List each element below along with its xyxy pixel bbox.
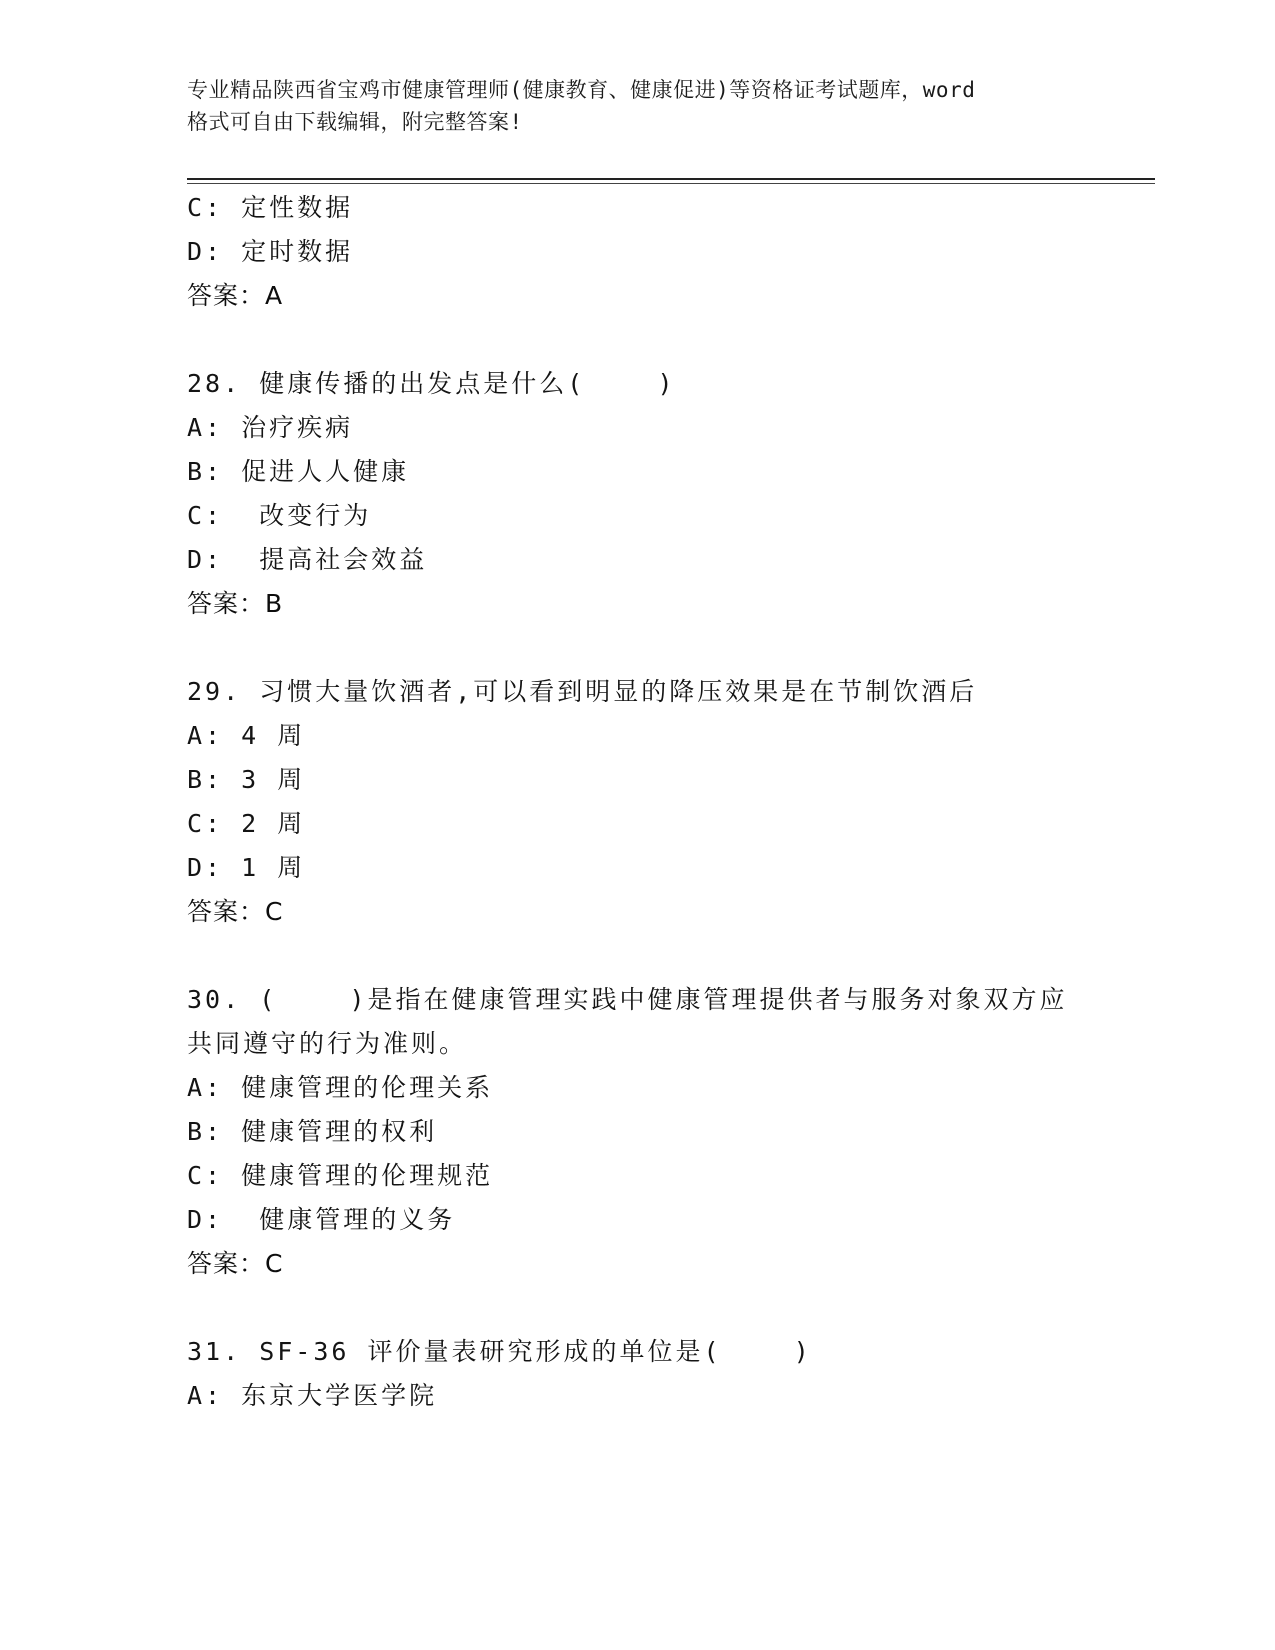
q29-option-c: C: 2 周	[187, 809, 306, 838]
q31-question: 31. SF-36 评价量表研究形成的单位是( )	[187, 1337, 812, 1366]
q29-option-d: D: 1 周	[187, 853, 306, 882]
document-header	[187, 74, 1087, 138]
q28-answer: 答案：B	[187, 589, 284, 618]
q29-question: 29. 习惯大量饮酒者,可以看到明显的降压效果是在节制饮酒后	[187, 677, 978, 706]
q30-option-d: D: 健康管理的义务	[187, 1205, 456, 1234]
q28-question: 28. 健康传播的出发点是什么( )	[187, 369, 676, 398]
q30-question-line-2: 共同遵守的行为准则。	[187, 1029, 468, 1058]
q28-option-a: A: 治疗疾病	[187, 413, 354, 442]
q29-option-b: B: 3 周	[187, 765, 306, 794]
header-line-1: 专业精品陕西省宝鸡市健康管理师(健康教育、健康促进)等资格证考试题库，word	[187, 78, 976, 102]
q31-option-a: A: 东京大学医学院	[187, 1381, 438, 1410]
q27-option-d: D: 定时数据	[187, 237, 354, 266]
q30-option-b: B: 健康管理的权利	[187, 1117, 438, 1146]
q29-answer: 答案：C	[187, 897, 284, 926]
q30-option-a: A: 健康管理的伦理关系	[187, 1073, 494, 1102]
q28-option-d: D: 提高社会效益	[187, 545, 428, 574]
header-divider-thick	[187, 178, 1155, 180]
q27-answer: 答案：A	[187, 281, 284, 310]
q30-question-line-1: 30. ( )是指在健康管理实践中健康管理提供者与服务对象双方应	[187, 985, 1068, 1014]
header-divider-thin	[187, 183, 1155, 184]
q30-answer: 答案：C	[187, 1249, 284, 1278]
q28-option-b: B: 促进人人健康	[187, 457, 410, 486]
q28-option-c: C: 改变行为	[187, 501, 372, 530]
header-line-2: 格式可自由下载编辑，附完整答案!	[187, 110, 523, 134]
q30-option-c: C: 健康管理的伦理规范	[187, 1161, 494, 1190]
q29-option-a: A: 4 周	[187, 721, 306, 750]
q27-option-c: C: 定性数据	[187, 193, 354, 222]
